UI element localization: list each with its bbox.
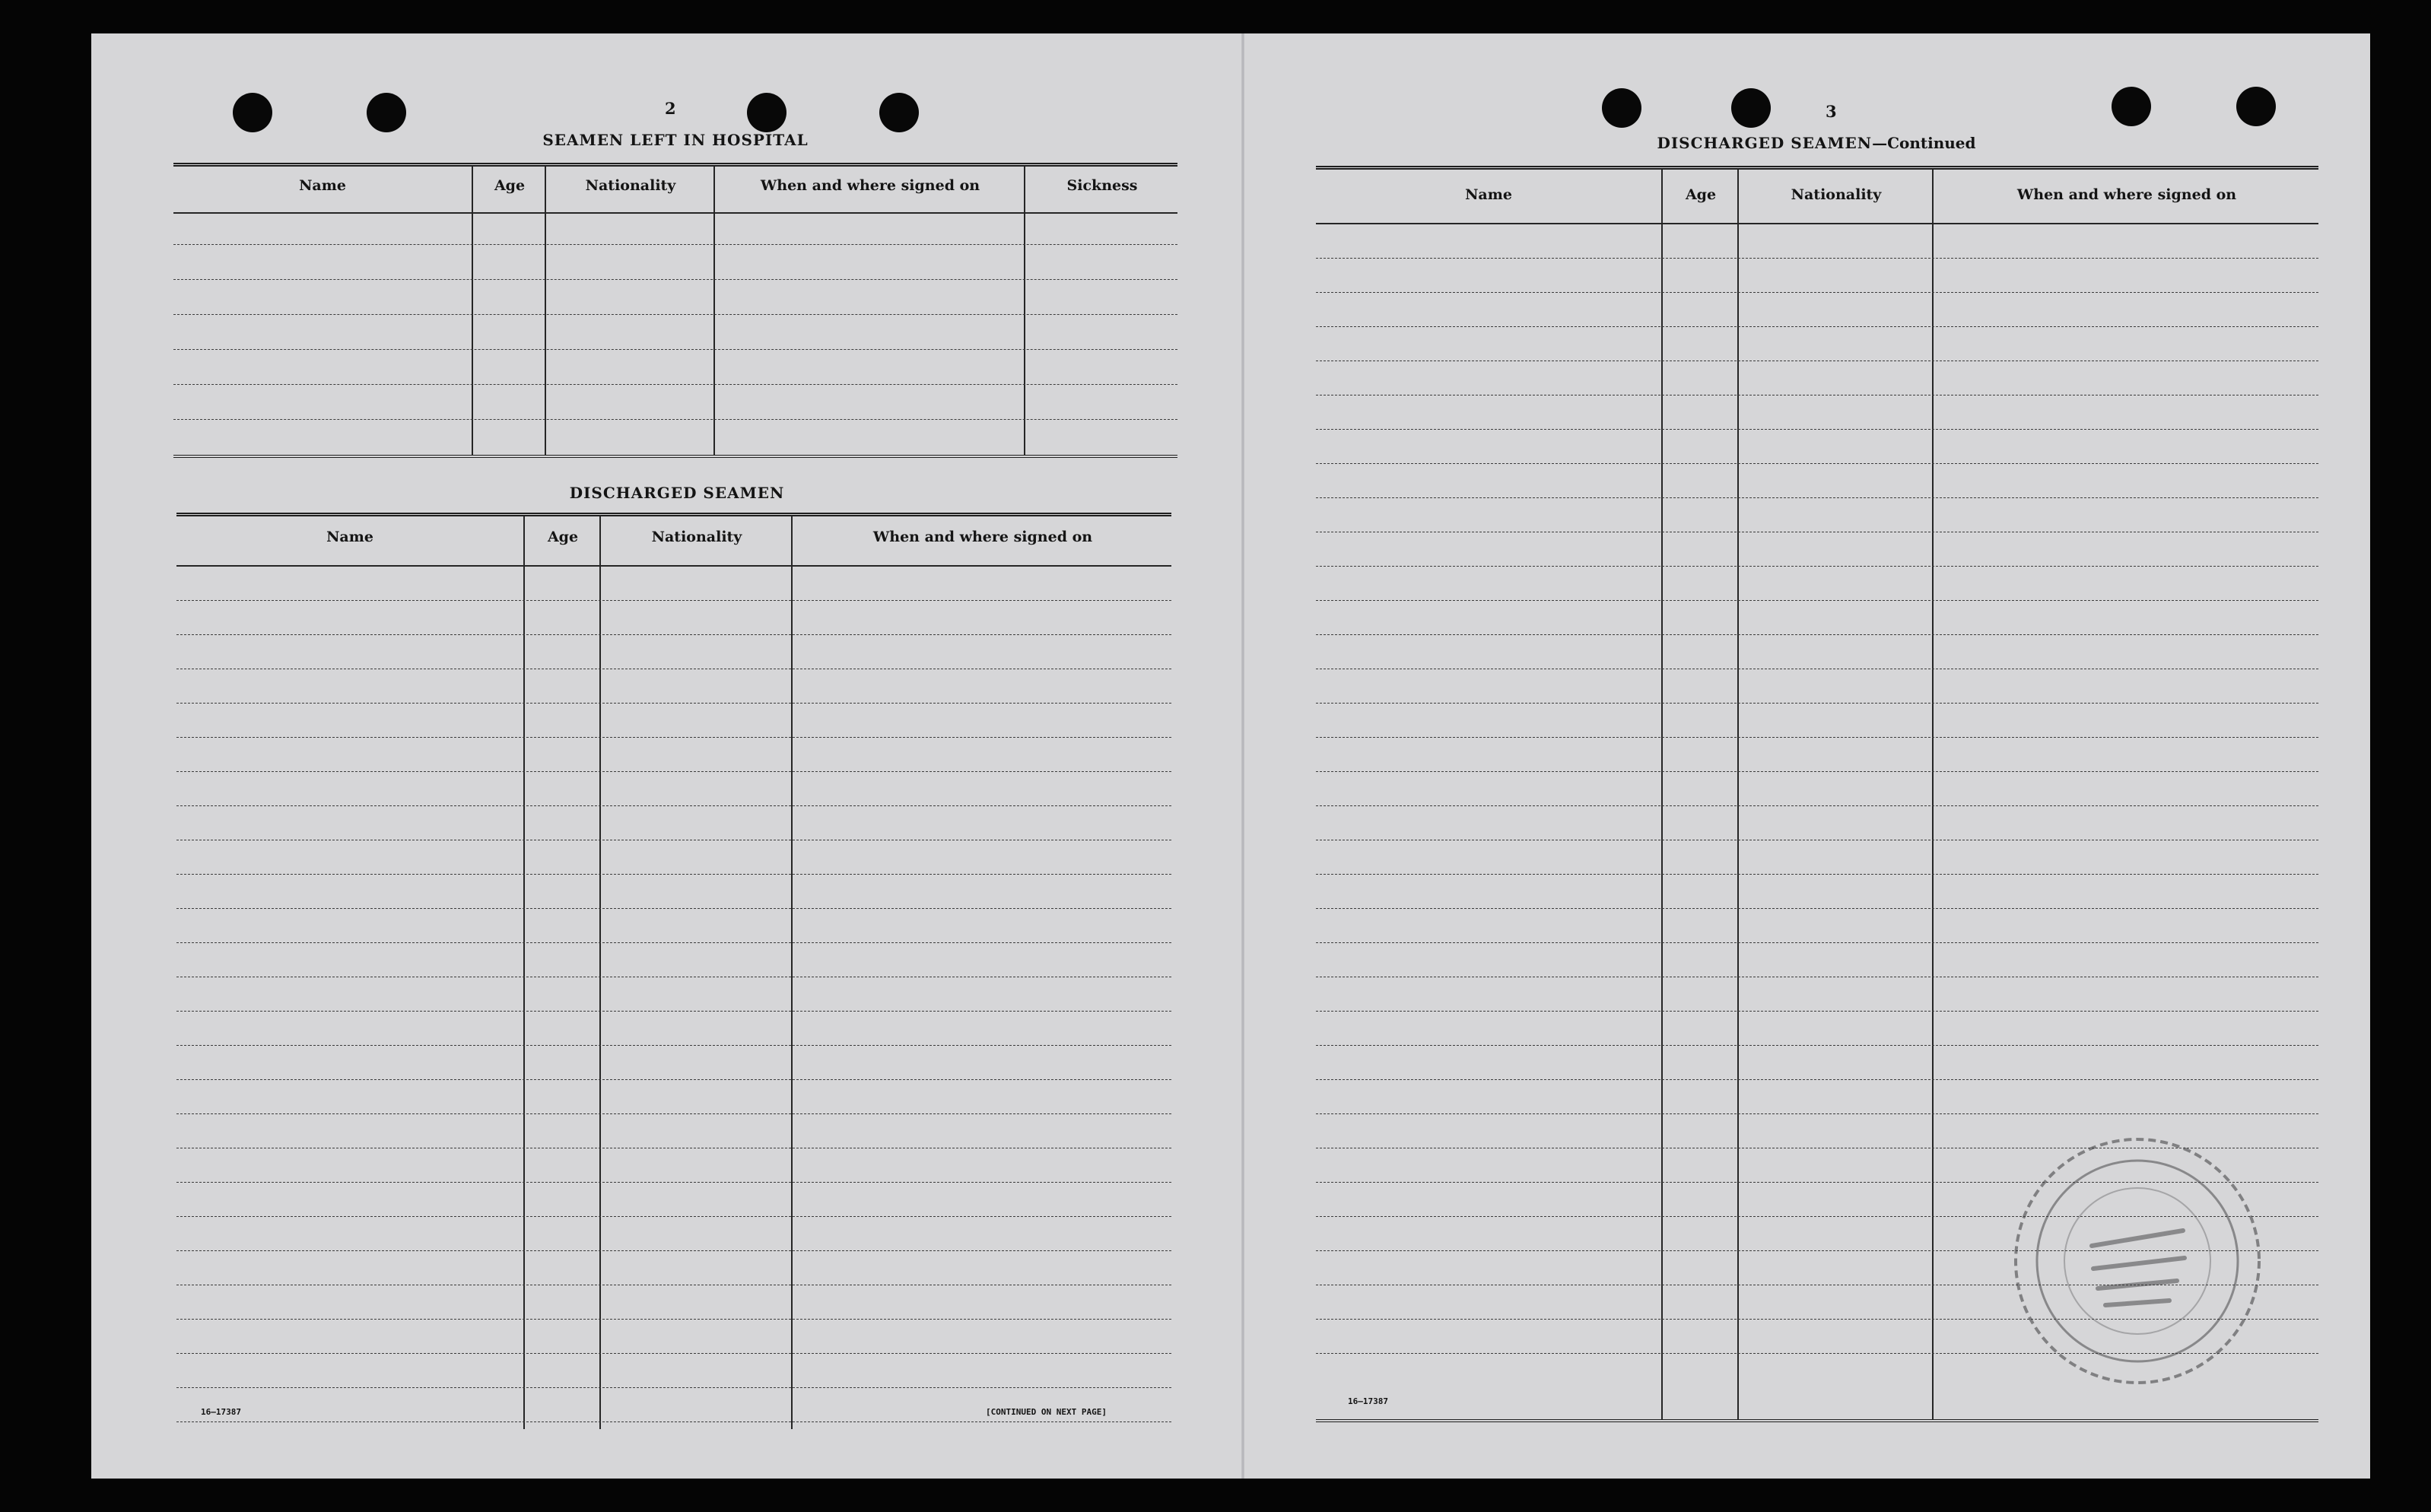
table-row	[176, 805, 1171, 806]
table-row	[176, 1011, 1171, 1012]
header-divider	[176, 565, 1171, 567]
hospital-col-nationality	[545, 167, 715, 455]
form-code-left: 16—17387	[201, 1407, 241, 1417]
table-row	[1316, 566, 2318, 567]
punch-hole	[367, 93, 406, 132]
table-row	[176, 1387, 1171, 1388]
column-header: Nationality	[651, 529, 742, 545]
table-row	[1316, 1011, 2318, 1012]
table-row	[1316, 429, 2318, 430]
table-row	[176, 874, 1171, 875]
form-code-right: 16—17387	[1348, 1396, 1388, 1406]
table-row	[1316, 1079, 2318, 1080]
punch-hole	[2112, 87, 2151, 126]
header-divider	[173, 212, 1177, 214]
table-row	[1316, 942, 2318, 943]
section-title-text: DISCHARGED SEAMEN	[1657, 134, 1873, 152]
column-header: Nationality	[585, 177, 676, 194]
table-row	[173, 384, 1177, 385]
table-row	[1316, 703, 2318, 704]
punch-hole	[1602, 88, 1641, 128]
table-row	[1316, 463, 2318, 464]
discharged-col-name	[176, 516, 523, 1429]
table-row	[1316, 737, 2318, 738]
page-number-left: 2	[665, 99, 676, 118]
section-title-suffix: —Continued	[1872, 134, 1976, 152]
table-row	[1316, 497, 2318, 498]
table-row	[1316, 326, 2318, 327]
table-row	[173, 279, 1177, 280]
table-row	[176, 1353, 1171, 1354]
table-row	[176, 771, 1171, 772]
hospital-table	[173, 163, 1177, 458]
discharged-section-title-left: DISCHARGED SEAMEN	[569, 484, 785, 502]
table-row	[1316, 258, 2318, 259]
header-divider	[1316, 223, 2318, 224]
table-row	[176, 1250, 1171, 1251]
discharged-table-left	[176, 513, 1171, 1429]
table-row	[176, 1421, 1171, 1422]
punch-hole	[1731, 88, 1771, 128]
table-row	[176, 1182, 1171, 1183]
table-row	[176, 1079, 1171, 1080]
hospital-col-age	[472, 167, 546, 455]
discharged-col-age	[523, 516, 601, 1429]
punch-hole	[879, 93, 919, 132]
center-fold	[1241, 33, 1244, 1479]
table-row	[173, 244, 1177, 245]
discharged-col-signed-on	[791, 516, 1173, 1429]
hospital-col-sickness	[1024, 167, 1179, 455]
column-header: When and where signed on	[2016, 186, 2237, 203]
table-row	[1316, 600, 2318, 601]
table-row	[176, 1216, 1171, 1217]
table-row	[176, 600, 1171, 601]
punch-hole	[233, 93, 272, 132]
column-header: Name	[299, 177, 346, 194]
hospital-col-signed-on	[713, 167, 1025, 455]
table-row	[176, 908, 1171, 909]
table-row	[1316, 634, 2318, 635]
table-row	[1316, 771, 2318, 772]
table-row	[176, 942, 1171, 943]
table-row	[176, 703, 1171, 704]
hospital-col-name	[173, 167, 472, 455]
column-header: Name	[326, 529, 373, 545]
office-stamp-icon	[2008, 1132, 2267, 1390]
table-row	[176, 1045, 1171, 1046]
hospital-section-title: SEAMEN LEFT IN HOSPITAL	[542, 131, 809, 149]
table-row	[1316, 292, 2318, 293]
column-header: When and where signed on	[872, 529, 1093, 545]
table-row	[176, 1113, 1171, 1114]
table-row	[1316, 1045, 2318, 1046]
discharged-col-name	[1316, 170, 1661, 1419]
table-row	[173, 314, 1177, 315]
page-number-right: 3	[1826, 102, 1837, 121]
discharged-col-nationality	[1737, 170, 1934, 1419]
column-header: Sickness	[1066, 177, 1138, 194]
table-row	[173, 419, 1177, 420]
column-header: Age	[1685, 186, 1717, 203]
column-header: Name	[1465, 186, 1512, 203]
continued-note: [CONTINUED ON NEXT PAGE]	[986, 1407, 1107, 1417]
table-row	[176, 1319, 1171, 1320]
column-header: Nationality	[1791, 186, 1882, 203]
table-row	[1316, 1113, 2318, 1114]
punch-hole	[2236, 87, 2276, 126]
column-header: When and where signed on	[760, 177, 980, 194]
punch-hole	[747, 93, 786, 132]
table-row	[176, 634, 1171, 635]
table-row	[1316, 805, 2318, 806]
column-header: Age	[547, 529, 579, 545]
table-row	[173, 349, 1177, 350]
table-row	[1316, 908, 2318, 909]
discharged-col-age	[1661, 170, 1739, 1419]
column-header: Age	[494, 177, 526, 194]
discharged-section-title-right	[1657, 134, 1976, 152]
table-row	[176, 737, 1171, 738]
table-row	[1316, 874, 2318, 875]
discharged-col-nationality	[599, 516, 793, 1429]
